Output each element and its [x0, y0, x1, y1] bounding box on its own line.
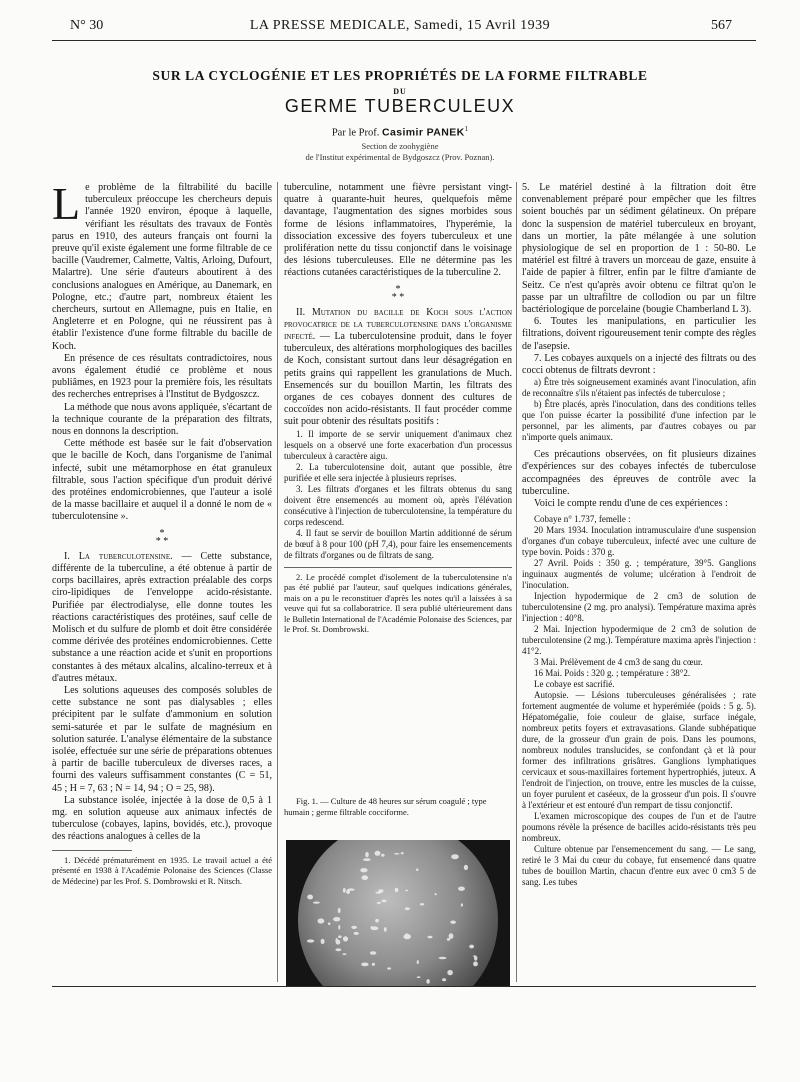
journal-title: LA PRESSE MEDICALE, Samedi, 15 Avril 1939 — [249, 18, 551, 33]
colony-dot — [351, 926, 357, 929]
colony-dot — [416, 869, 419, 871]
colony-dot — [464, 865, 468, 870]
log-entry: Le cobaye est sacrifié. — [534, 679, 615, 690]
colony-dot — [405, 907, 410, 910]
paragraph: La méthode que nous avons appliquée, s'écartant de la technique courante de la préparation des filtrats, nous en donnons la description. — [52, 401, 272, 438]
colony-dot — [307, 895, 313, 900]
log-entry: 3 Mai. Prélèvement de 4 cm3 de sang du cœur. — [534, 657, 703, 668]
colony-dot — [318, 918, 325, 923]
colony-dot — [338, 935, 342, 938]
colony-dot — [336, 940, 341, 945]
paragraph-text: — Cette substance, différente de la tuberculine, a été obtenue à partir de corps bacillaires, après extraction préalable des corps ciro-lipidiques de l'enveloppe acido-résistante. Purifiée par électrodialyse, elle donne toutes les réactions caractéristiques des protéines, sauf celle de Molisch et du sulfure de plomb et doit être considérée comme dérivée des protéines endomicrobiennes. Cette substance a une réaction acide et s'unit en proportions constantes à des métaux alcalins, alcalino-terreux et à d'autres métaux. — [52, 550, 273, 684]
footnote-rule — [284, 567, 512, 568]
colony-dot — [328, 922, 331, 925]
colony-dot — [451, 854, 459, 859]
numbered-list — [284, 429, 512, 561]
log-entry: 16 Mai. Poids : 320 g. ; température : 38°2. — [534, 668, 691, 679]
paragraph: 7. Les cobayes auxquels on a injecté des filtrats ou des cocci obtenus de filtrats devront : — [522, 352, 756, 377]
paragraph: 5. Le matériel destiné à la filtration doit être convenablement préparé pour empêcher que les filtres soient bouchés par un sédiment gélatineux. On prépare donc la suspension de matériel tuberculeux en broyant, dans un mortier, la pâte mélangée à une solution physiologique de sel en proportion de 1 : 50-80. Le matériel est filtré à travers un morceau de gaze, ensuite à l'aide de papier à filtrer, enfin par le filtre d'amiante de Seitz. Ce n'est qu'après avoir obtenu ce filtrat qu'on le passe par un ultrafiltre de collodion ou par un filtre bactériologique de porcelaine (bougie Chamberland L 3). — [522, 182, 756, 316]
colony-dot — [458, 887, 465, 891]
colony-dot — [377, 902, 381, 904]
colony-dot — [435, 893, 437, 895]
section-asterism: * * * — [155, 527, 169, 547]
colony-dot — [417, 976, 421, 978]
paragraph: tuberculine, notamment une fièvre persistant vingt-quatre à quarante-huit heures, quelquefois même davantage, l'augmentation des signes morbides sous forme de lésions inflammatoires, l'hyperémie, la dissociation excessive des foyers tuberculeux et une prolifération nette du tissu conjonctif dans le voisinage des lésions tuberculeuses. Elle ne détermine pas les réactions cutanées caractéristiques de la tuberculine 2. — [284, 182, 512, 279]
colony-dot — [394, 853, 399, 855]
colony-dot — [370, 951, 376, 955]
list-item: 1. Il importe de se servir uniquement d'animaux chez lesquels on a observé une forte exacerbation d'un processus tuberculeux à caractère aigu. — [284, 428, 512, 461]
exam-text: L'examen microscopique des coupes de l'un et de l'autre poumons révèle la présence de bacilles acido-résistants très peu nombreux. — [522, 811, 756, 844]
colony-dot — [343, 936, 348, 941]
paragraph — [52, 551, 272, 685]
paragraph: En présence de ces résultats contradictoires, nous avons également étudié ce problème et nous publiâmes, en 1923 pour la première fois, les résultats des recherches entreprises à l'Institut de Bydgoszcz. — [52, 352, 272, 401]
colony-dot — [381, 854, 385, 857]
colony-dot — [342, 953, 346, 955]
micrograph-figure — [286, 840, 510, 986]
paragraph: Les solutions aqueuses des composés solubles de cette substance ne sont pas dialysables ; elles précipitent par le sulfate d'ammonium en solution semi-saturée et par le sulfate de magnésium en solution saturée. L'analyse élémentaire de la substance isolée, effectuée sur une série de préparations obtenues à partir de bacille tuberculeux de diverses races, a fourni des valeurs suffisamment constantes (C = 51, 45 ; H = 7, 63 ; N = 14, 94 ; O = 25, 98). — [52, 684, 272, 794]
culture-text: Culture obtenue par l'ensemencement du sang. — Le sang, retiré le 3 Mai du cœur du cobaye, fut ensemencé dans quatre tubes de bouillon Martin, chacun d'entre eux avec 0 cm3 5 de sang. Les tubes — [522, 844, 756, 888]
page-number: 567 — [711, 18, 732, 33]
author-footnote-mark: 1 — [464, 125, 469, 133]
footnote-2 — [284, 572, 512, 635]
colony-dot — [372, 963, 375, 966]
colony-dot — [354, 932, 359, 935]
issue-number: N° 30 — [70, 18, 104, 33]
colony-dot — [469, 945, 474, 949]
affiliation-line1: Section de zoohygiène — [361, 141, 439, 151]
column-2 — [284, 182, 512, 635]
colony-dot — [387, 967, 391, 969]
colony-dot — [439, 957, 447, 959]
log-entry: 20 Mars 1934. Inoculation intramusculaire d'une suspension d'organes d'un cobaye tuberculeux, infecté avec une culture de type bovin. Poids : 370 g. — [522, 525, 756, 558]
micrograph-colonies-icon — [286, 840, 510, 986]
list-item: 4. Il faut se servir de bouillon Martin additionné de sérum de bœuf à 8 pour 100 (pH 7,4), pour faire les ensemencements de filtrats d'organes ou de filtrats de sang. — [284, 527, 512, 560]
colony-dot — [375, 892, 381, 894]
colony-dot — [362, 875, 369, 880]
footnote-1 — [52, 855, 272, 887]
colony-dot — [335, 948, 341, 951]
footnote-text: 2. Le procédé complet d'isolement de la tuberculotensine n'a pas été publié par l'auteur, sauf quelques indications générales, mais on a pu le reconstituer d'après les notes qu'il a laissées à sa veuve qui fut sa collaboratrice. Il sera publié ultérieurement dans le Bulletin International de l'Académie Polonaise des Sciences, par le Prof. St. Dombrowski. — [284, 571, 512, 635]
paragraph-text: — La tuberculotensine produit, dans le foyer tuberculeux, des altérations morphologiques des bacilles de Koch, consistant surtout dans leur désagrégation en petits grains qui rappellent les granulations de Much. Ensemencés sur du bouillon Martin, les filtrats des organes de ces cobayes donnent des cultures de coccoïdes non acido-résistants. Il faut procéder comme suit pour obtenir des résultats positifs : — [284, 331, 512, 428]
colony-dot — [348, 888, 355, 890]
colony-dot — [473, 961, 478, 966]
log-entry: Cobaye n° 1.737, femelle : — [534, 514, 631, 525]
colony-dot — [360, 868, 367, 872]
article-title-line1: SUR LA CYCLOGÉNIE ET LES PROPRIÉTÉS DE LA FORME FILTRABLE — [152, 68, 648, 83]
colony-dot — [449, 933, 454, 939]
colony-dot — [401, 852, 404, 854]
affiliation-line2: de l'Institut expérimental de Bydgoszcz (Prov. Poznan). — [305, 152, 495, 162]
footer-rule — [52, 986, 756, 987]
byline-prefix: Par le Prof. — [331, 127, 380, 139]
colony-dot — [375, 851, 381, 856]
paragraph-text: e problème de la filtrabilité du bacille tuberculeux préoccupe les chercheurs depuis l'année 1920 environ, époque à laquelle, vérifiant les résultats des travaux de Fontès parus en 1910, des auteurs français ont fourni la preuve qu'il existe également une forme filtrable de ce bacille (Vaudremer, Calmette, Valtis, Arloing, Dufourt, Malartre). Une série d'auteurs aboutirent à des conclusions analogues en Amérique, au Danemark, en Pologne, etc.; d'autre part, nombreux étaient les chercheurs, surtout en Allemagne, puis en Italie, en Angleterre et en Pologne, qui ne réussirent pas à établir l'existence d'une forme filtrable du bacille de Koch. — [52, 182, 272, 352]
colony-dot — [395, 888, 399, 893]
log-entry: 27 Avril. Poids : 350 g. ; température, 39°5. Ganglions inguinaux augmentés de volume; ulcération à l'endroit de l'inoculation. — [522, 558, 756, 591]
paragraph: Cette méthode est basée sur le fait d'observation que le bacille de Koch, dans l'organisme de l'animal infecté, subit une métamorphose en état granuleux filtrable, sous l'action spécifique d'un produit dérivé des protéines endomicrobiennes, que l'auteur a isolé de la masse bacillaire et auquel il a donné le nom de « tuberculotensine ». — [52, 438, 272, 523]
colony-dot — [321, 939, 325, 944]
colony-dot — [382, 900, 387, 903]
colony-dot — [473, 955, 475, 957]
colony-dot — [406, 933, 408, 935]
colony-dot — [307, 939, 314, 942]
log-entry: Injection hypodermique de 2 cm3 de solution de tuberculotensine (2 mg. pro analysi). Température maxima après l'injection : 40°8. — [522, 591, 756, 624]
footnote-text: 1. Décédé prématurément en 1935. Le travail actuel a été présenté en 1938 à l'Académie Polonaise des Sciences (Classe de Médecine) par les Prof. S. Dombrowski et R. Nitsch. — [52, 854, 272, 886]
log-entry: 2 Mai. Injection hypodermique de 2 cm3 de solution de tuberculotensine (2 mg.). Température maxima après l'injection : 41°2. — [522, 624, 756, 657]
colony-dot — [426, 979, 429, 984]
section-heading: II. Mutation du bacille de Koch sous l'action provocatrice de la tuberculotensine dans l'organisme infecté. — [284, 306, 512, 343]
article-title-line2: GERME TUBERCULEUX — [284, 96, 516, 116]
colony-dot — [338, 908, 341, 913]
colony-dot — [384, 927, 387, 932]
colony-dot — [428, 936, 433, 939]
sub-list — [522, 377, 756, 443]
column-divider — [277, 182, 278, 982]
drop-cap: L — [52, 178, 81, 229]
paragraph: La substance isolée, injectée à la dose de 0,5 à 1 mg. en solution aqueuse aux animaux infectés de tuberculose (cobayes, lapins, bovidés, etc.), provoque des réactions analogues à celles de la — [52, 794, 272, 843]
colony-dot — [343, 888, 346, 893]
figure-caption-text: Fig. 1. — Culture de 48 heures sur sérum coagulé ; type humain ; germe filtrable cocciforme. — [284, 796, 487, 817]
list-item: b) Être placés, après l'inoculation, dans des conditions telles que l'on puisse écarter la possibilité d'une infection par le personnel, par les aliments, par d'autres cobayes ou par n'importe quels animaux. — [522, 399, 756, 443]
list-item: a) Être très soigneusement examinés avant l'inoculation, afin de reconnaître s'ils n'étaient pas infectés de tuberculose ; — [522, 377, 756, 399]
article-title-du: DU — [393, 87, 407, 96]
paragraph: 6. Toutes les manipulations, en particulier les filtrations, doivent rigoureusement tenir compte des règles de l'asepsie. — [522, 316, 756, 352]
colony-dot — [371, 926, 379, 930]
section-heading: I. La tuberculotensine. — [64, 550, 173, 562]
colony-dot — [450, 921, 456, 924]
author-name: Casimir PANEK — [382, 126, 465, 139]
observation-log — [522, 514, 756, 888]
colony-dot — [313, 902, 320, 904]
colony-dot — [363, 858, 371, 861]
colony-dot — [361, 963, 368, 967]
colony-dot — [365, 852, 369, 857]
paragraph: Voici le compte rendu d'une de ces expériences : — [534, 498, 728, 510]
colony-dot — [375, 919, 379, 923]
footnote-rule — [52, 850, 132, 851]
header-rule — [52, 40, 756, 41]
colony-dot — [461, 903, 463, 906]
column-3 — [522, 182, 756, 888]
colony-dot — [338, 925, 340, 930]
column-1 — [52, 178, 273, 886]
column-divider — [516, 182, 517, 982]
colony-dot — [333, 917, 340, 921]
list-item: 2. La tuberculotensine doit, autant que possible, être purifiée et elle sera injectée à plusieurs reprises. — [284, 461, 512, 483]
colony-dot — [447, 970, 453, 975]
colony-dot — [442, 978, 446, 981]
paragraph — [52, 178, 272, 353]
paragraph — [284, 307, 512, 429]
colony-dot — [405, 890, 408, 892]
figure-caption — [284, 796, 512, 817]
paragraph: Ces précautions observées, on fit plusieurs dizaines d'expériences sur des cobayes infectés de tuberculose accompagnées des épreuves de contrôle avec la tuberculine. — [522, 449, 756, 497]
colony-dot — [417, 960, 419, 964]
section-asterism: * * * — [391, 283, 405, 303]
autopsy-text: Autopsie. — Lésions tuberculeuses généralisées ; rate fortement augmentée de volume et hyperémiée (poids : 5 g. 5). Hépatomégalie, foie couleur de glaise, surface inégale, nombreux petits foyers et extravasations. Glande subhépatique dure, de la grosseur d'un grain de pois. Dans les poumons, nombreux nodules translucides, se confondant çà et là pour former des infiltrations grisâtres. Ganglions lymphatiques cervicaux et sous-maxillaires fortement hypertrophiés, juteux. A l'endroit de l'injection, on trouve, entre les muscles de la cuisse, un foyer purulent et caséeux, de la grosseur d'un pois. Il s'ouvre à l'extérieur et est entouré d'un rempart de tissu conjonctif. — [522, 690, 756, 811]
byline — [0, 125, 800, 139]
list-item: 3. Les filtrats d'organes et les filtrats obtenus du sang doivent être ensemencés au moment où, après l'élévation consécutive à l'injection de tuberculotensine, la température du corps redescend. — [284, 483, 512, 527]
colony-dot — [420, 903, 424, 905]
